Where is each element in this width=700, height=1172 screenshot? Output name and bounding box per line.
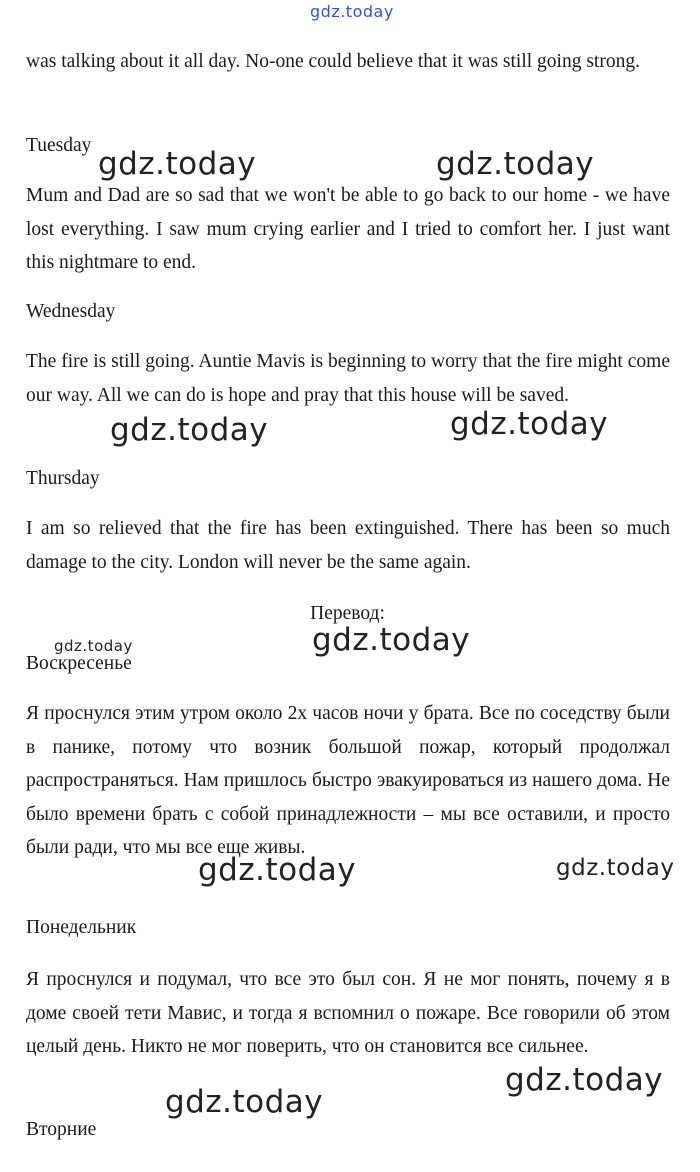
monday-heading: Понедельник: [26, 917, 137, 938]
watermark: gdz.today: [450, 406, 609, 442]
tuesday-paragraph: Mum and Dad are so sad that we won't be able to go back to our home - we have lost everything. I saw mum crying earlier and I tried to comfort her. I just want this nightmare to end.: [26, 185, 670, 273]
watermark: gdz.today: [436, 146, 595, 182]
wednesday-paragraph: The fire is still going. Auntie Mavis is beginning to worry that the fire might come our way. All we can do is hope and pray that this house will be saved.: [26, 351, 670, 406]
watermark: gdz.today: [505, 1062, 664, 1098]
watermark: gdz.today: [110, 412, 269, 448]
intro-paragraph: was talking about it all day. No-one could believe that it was still going strong.: [26, 51, 640, 72]
sunday-paragraph: Я проснулся этим утром около 2х часов ночи у брата. Все по соседству были в панике, потому что возник большой пожар, который продолжал распространяться. Нам пришлось быстро эвакуироваться из нашего дома. Не было времени брать с собой принадлежности – мы все оставили, и просто были ради, что мы все еще живы.: [26, 703, 670, 858]
tuesday-ru-heading: Вторние: [26, 1119, 97, 1140]
monday-paragraph: Я проснулся и подумал, что все это был сон. Я не мог понять, почему я в доме своей тети Мавис, и тогда я вспомнил о пожаре. Все говорили об этом целый день. Никто не мог поверить, что он становится все сильнее.: [26, 969, 670, 1057]
watermark: gdz.today: [198, 852, 357, 888]
watermark: gdz.today: [556, 855, 675, 881]
watermark: gdz.today: [312, 622, 471, 658]
wednesday-heading: Wednesday: [26, 301, 116, 322]
sunday-heading: Воскресенье: [26, 653, 132, 674]
thursday-paragraph: I am so relieved that the fire has been extinguished. There has been so much damage to the city. London will never be the same again.: [26, 518, 670, 573]
watermark: gdz.today: [98, 146, 257, 182]
thursday-heading: Thursday: [26, 468, 100, 489]
watermark-top: gdz.today: [310, 2, 394, 21]
translation-heading: Перевод:: [310, 603, 385, 624]
tuesday-heading: Tuesday: [26, 135, 92, 156]
watermark: gdz.today: [165, 1084, 324, 1120]
watermark: gdz.today: [54, 637, 133, 655]
